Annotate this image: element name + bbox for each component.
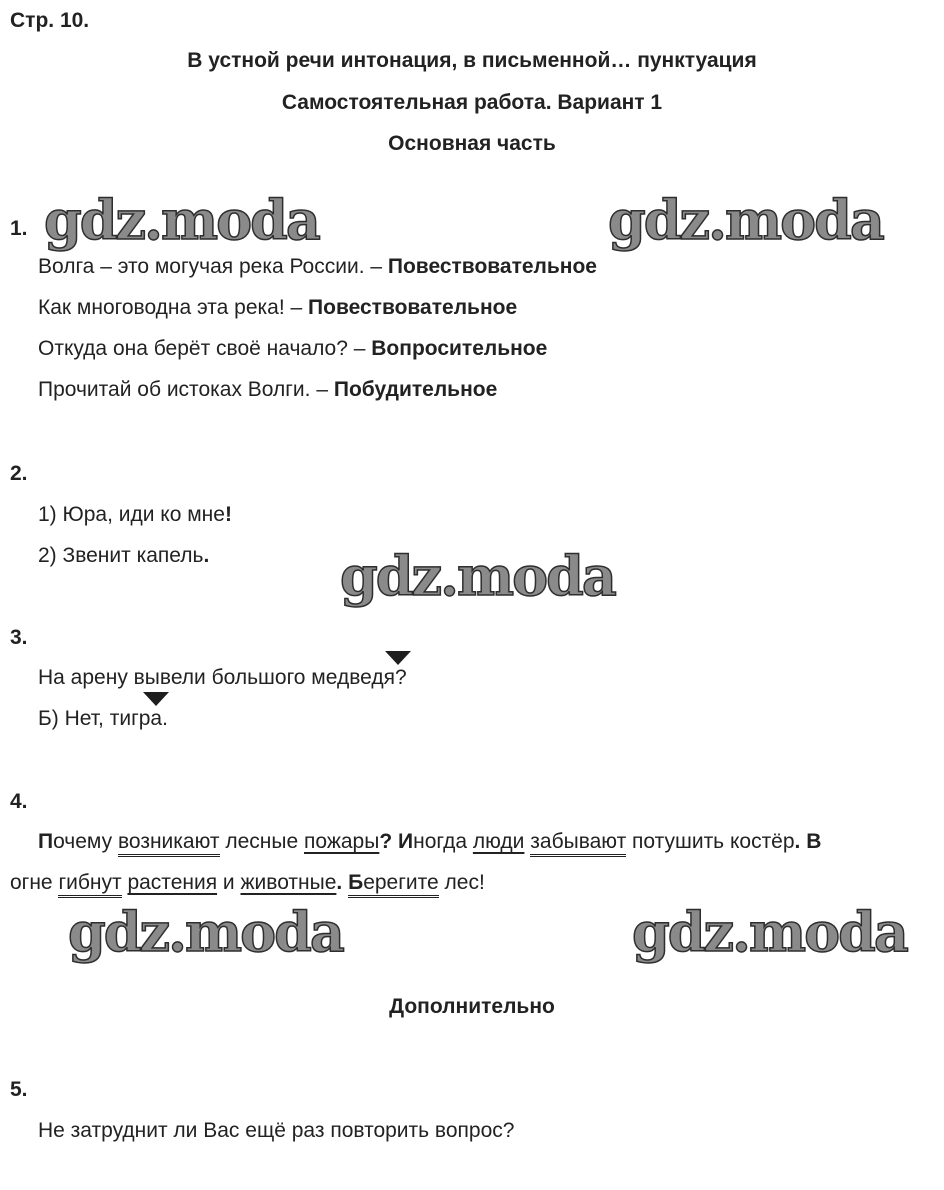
page-title: В устной речи интонация, в письменной… пунктуация [187,49,757,72]
watermark-logo: gdz.moda [44,188,319,252]
page-subtitle: Самостоятельная работа. Вариант 1 [281,91,663,114]
sentence-type-answer: Побудительное [333,378,498,401]
task-number: 3. [10,626,28,649]
word: лес! [444,871,485,894]
text-line [38,829,944,855]
punctuation-mark: . [203,544,210,567]
punctuation-mark: ? [379,830,393,853]
sentence-line [38,254,597,280]
predicate-word: забывают [530,830,626,857]
sentence-text: Откуда она берёт своё начало? – [38,337,372,360]
subject-word: растения [127,871,218,894]
section-main-heading: Основная часть [388,132,556,155]
watermark-logo: gdz.moda [632,900,907,964]
sentence-text: Прочитай об истоках Волги. – [38,378,334,401]
word: лесные [225,830,299,853]
punctuation-mark: . [794,830,801,853]
word: потушить костёр [632,830,795,853]
sentence-text: Волга – это могучая река России. – [38,255,388,278]
word: ногда [413,830,468,853]
sentence-line: Б) Нет, тигра. [38,707,168,730]
word: огне [10,871,53,894]
task-number: 4. [10,790,28,813]
sentence-type-answer: Повествовательное [308,296,518,319]
sentence-line [38,377,497,403]
sentence-line [38,502,232,528]
predicate-word [348,871,439,898]
word: ерегите [363,871,439,894]
task-number: 2. [10,462,28,485]
sentence-line: Не затруднит ли Вас ещё раз повторить вопрос? [38,1119,515,1142]
sentence-text: Как многоводна эта река! – [38,296,309,319]
watermark-logo: gdz.moda [340,544,615,608]
sentence-type-answer: Вопросительное [371,337,548,360]
punctuation-mark: ! [224,503,232,526]
sentence-line [38,336,547,362]
subject-word: пожары [304,830,380,853]
sentence-line: На арену вывели большого медведя? [38,666,407,689]
predicate-word: гибнут [58,871,121,898]
section-extra-heading: Дополнительно [389,995,555,1018]
watermark-logo: gdz.moda [608,188,883,252]
capital-letter: П [38,830,54,853]
subject-word: люди [472,830,525,853]
punctuation-mark: . [336,871,343,894]
watermark-logo: gdz.moda [68,900,343,964]
sentence-type-answer: Повествовательное [387,255,597,278]
subject-word: животные [240,871,337,894]
stress-triangle-icon [143,692,169,706]
sentence-line [38,295,517,321]
stress-triangle-icon [385,651,411,665]
page-label: Стр. 10. [10,9,90,32]
word: очему [53,830,113,853]
capital-letter: И [398,830,414,853]
word: и [222,871,235,894]
predicate-word: возникают [118,830,220,857]
task-number: 5. [10,1078,28,1101]
sentence-line [38,543,209,569]
text-line [10,870,485,896]
capital-letter: В [806,830,822,853]
sentence-text: 2) Звенит капель [38,544,204,567]
capital-letter: Б [348,871,364,894]
task-number: 1. [10,217,28,240]
sentence-text: 1) Юра, иди ко мне [38,503,225,526]
